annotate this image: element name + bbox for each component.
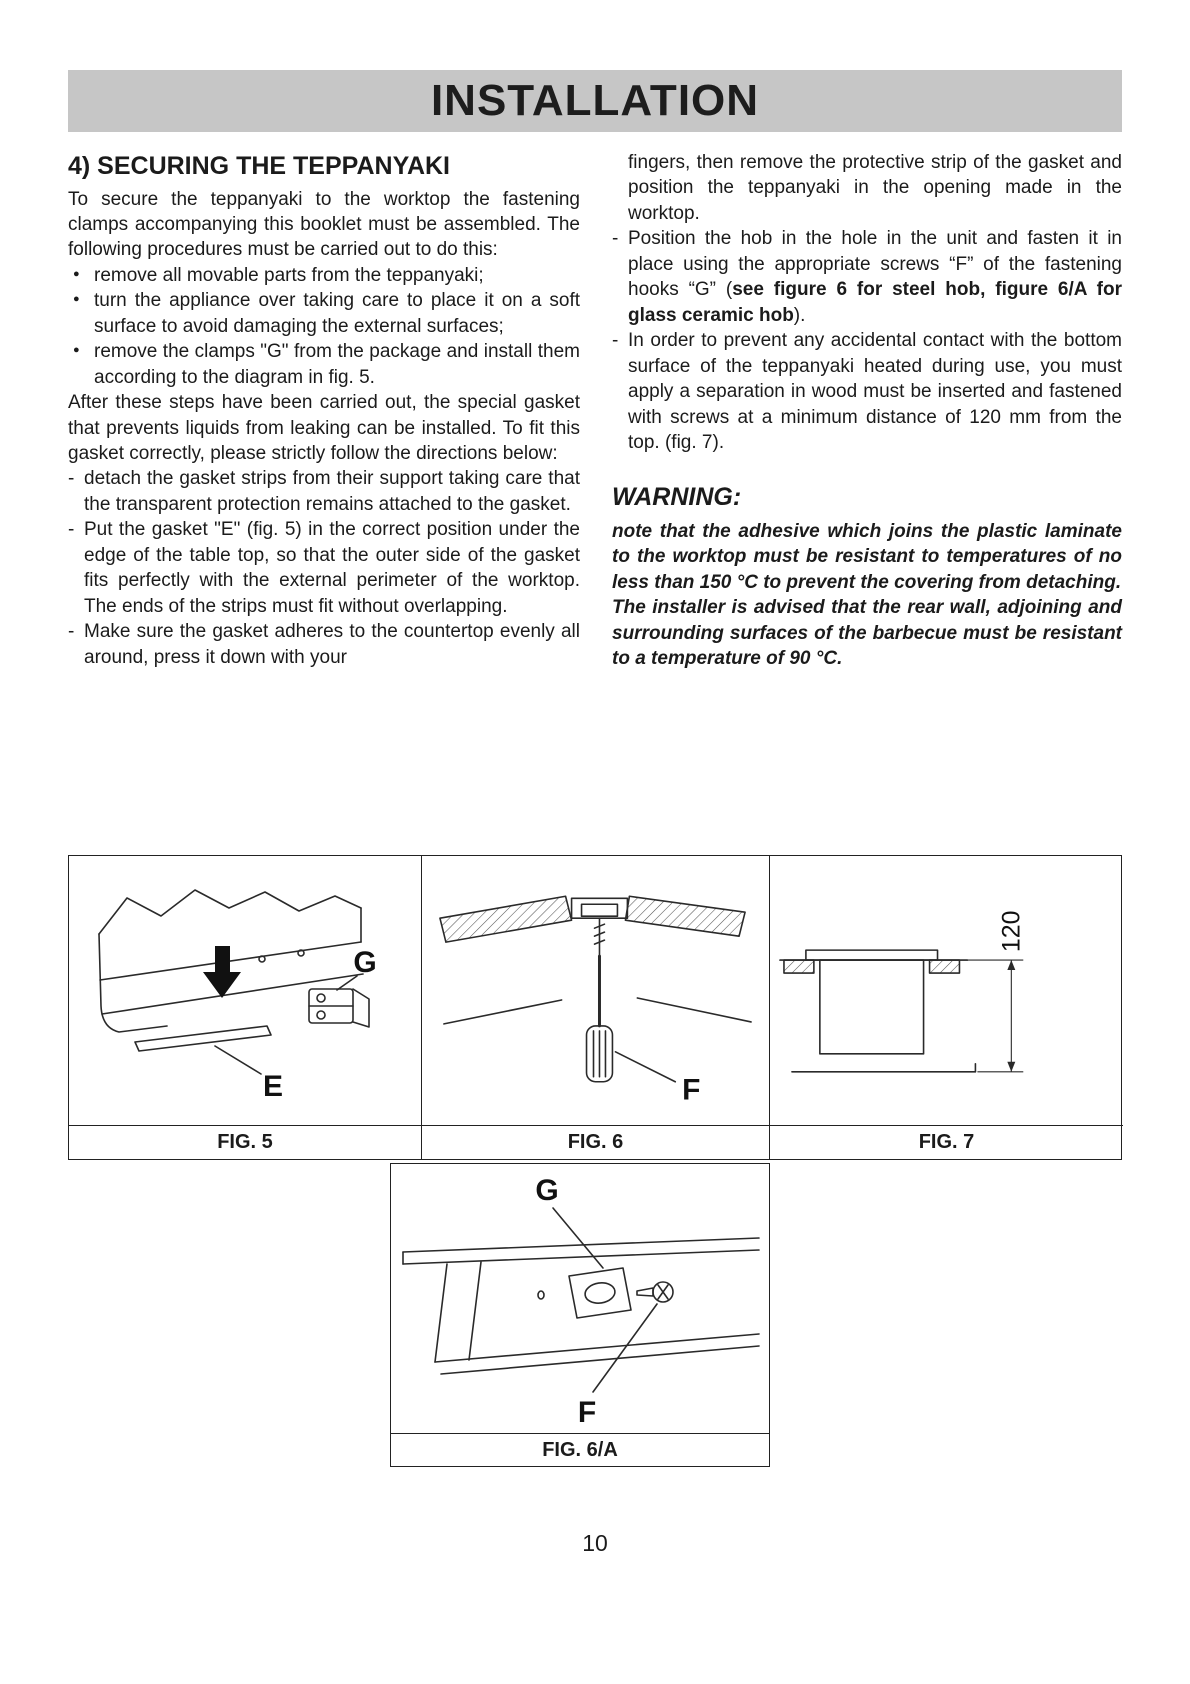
continuation-paragraph: fingers, then remove the protective strip of the gasket and position the teppanyaki in the opening made in the worktop. bbox=[628, 152, 1122, 224]
down-arrow-icon bbox=[203, 946, 241, 998]
fig5-panel bbox=[69, 856, 421, 1125]
fig6a-caption: FIG. 6/A bbox=[391, 1433, 769, 1466]
instruction-item bbox=[612, 226, 1122, 328]
warning-paragraph: note that the adhesive which joins the plastic laminate to the worktop must be resistant to temperatures of no less than 150 °C to prevent the covering from detaching. bbox=[612, 520, 1122, 593]
fig5-label-g: G bbox=[353, 946, 377, 979]
dimension-arrow-up-icon bbox=[1007, 960, 1015, 970]
fig6a-diagram bbox=[391, 1164, 769, 1433]
fig7-panel bbox=[769, 856, 1123, 1125]
left-column bbox=[68, 150, 580, 672]
figures-table bbox=[68, 855, 1122, 1160]
instruction-text: ). bbox=[793, 304, 806, 326]
instruction-item: - Put the gasket "E" (fig. 5) in the correct position under the edge of the table top, so that the outer side of the gasket fits perfectly with the external perimeter of the worktop. The ends of the strips must fit without overlapping. bbox=[68, 517, 580, 619]
bullet-item: ● remove all movable parts from the teppanyaki; bbox=[68, 263, 580, 288]
after-steps-paragraph: After these steps have been carried out, the special gasket that prevents liquids from leaking can be installed. To fit this gasket correctly, please strictly follow the directions below: bbox=[68, 392, 580, 465]
dimension-arrow-down-icon bbox=[1007, 1062, 1015, 1072]
fig7-dimension-label: 120 bbox=[997, 910, 1026, 953]
right-column bbox=[612, 150, 1122, 672]
text-columns bbox=[68, 150, 1122, 672]
fig5-caption: FIG. 5 bbox=[69, 1125, 421, 1159]
instruction-item: - detach the gasket strips from their support taking care that the transparent protection remains attached to the gasket. bbox=[68, 466, 580, 517]
bullet-item: ● turn the appliance over taking care to place it on a soft surface to avoid damaging the external surfaces; bbox=[68, 288, 580, 339]
fig7-caption: FIG. 7 bbox=[769, 1125, 1123, 1159]
page-number: 10 bbox=[582, 1530, 608, 1556]
fig6-caption: FIG. 6 bbox=[421, 1125, 769, 1159]
instruction-text: Position the hob in the hole in the unit and fasten it in place using the appropriate screws “F” of the fastening hooks “G” ( bbox=[628, 228, 1122, 301]
fig6a-panel bbox=[390, 1163, 770, 1467]
fig7-diagram bbox=[770, 856, 1123, 1125]
fig6a-figure-area bbox=[391, 1164, 769, 1433]
instruction-item: - In order to prevent any accidental contact with the bottom surface of the teppanyaki heated during use, you must apply a separation in wood must be inserted and fastened with screws at a minimum distance of 120 mm from the top. (fig. 7). bbox=[612, 328, 1122, 455]
bullet-item: ● remove the clamps "G" from the package and install them according to the diagram in fig. 5. bbox=[68, 339, 580, 390]
intro-paragraph: To secure the teppanyaki to the worktop the fastening clamps accompanying this booklet must be assembled. The following procedures must be carried out to do this: bbox=[68, 188, 580, 261]
fig5-label-e: E bbox=[262, 1070, 284, 1103]
warning-paragraph: The installer is advised that the rear wall, adjoining and surrounding surfaces of the barbecue must be resistant to a temperature of 90 °C. bbox=[612, 597, 1122, 670]
warning-title: WARNING: bbox=[612, 483, 742, 512]
fig5-diagram bbox=[69, 856, 421, 1125]
fig6-panel bbox=[421, 856, 769, 1125]
instruction-bold-text: see figure 6 for steel hob, figure 6/A for glass ceramic hob bbox=[628, 279, 1122, 326]
section-title: 4) SECURING THE TEPPANYAKI bbox=[68, 152, 451, 180]
installation-header bbox=[68, 70, 1122, 132]
page-title: INSTALLATION bbox=[430, 76, 760, 125]
instruction-item: - Make sure the gasket adheres to the countertop evenly all around, press it down with your bbox=[68, 619, 580, 670]
fig6a-label-f: F bbox=[577, 1396, 597, 1429]
fig6-label-f: F bbox=[682, 1073, 701, 1107]
bullet-list bbox=[68, 263, 580, 390]
fig6-diagram bbox=[422, 856, 769, 1125]
fig6a-label-g: G bbox=[535, 1174, 559, 1207]
